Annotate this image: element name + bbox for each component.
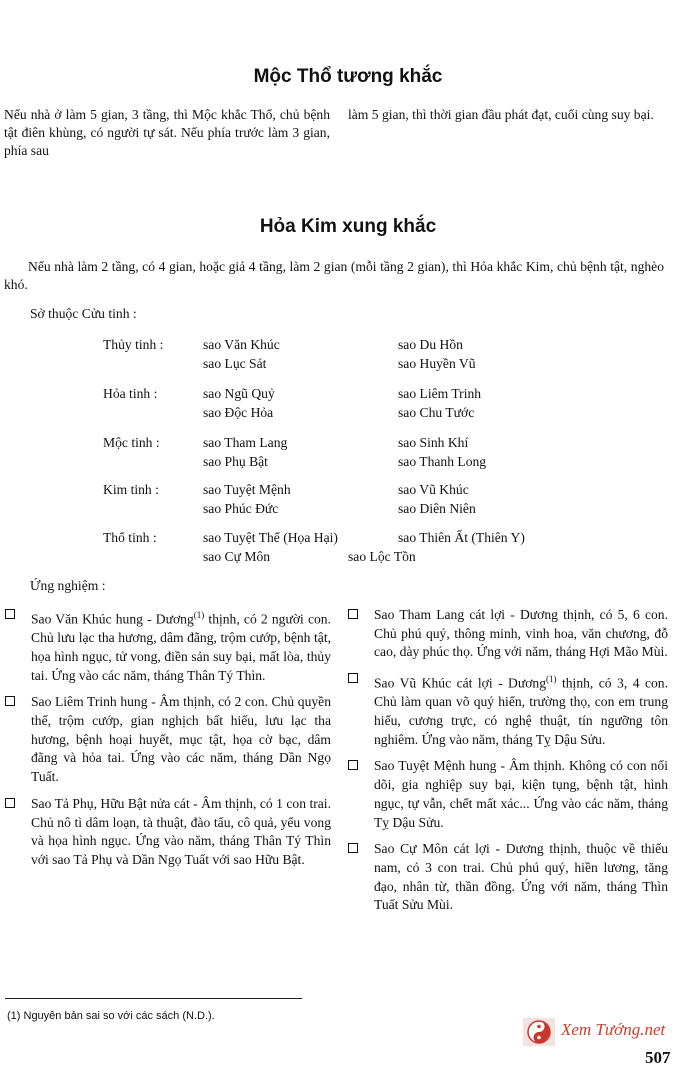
item-text: Sao Tham Lang cát lợi - Dương thịnh, có 5, 6 con. Chủ phú quý, thông minh, vinh hoa, văn chương, đỗ cao, dày phúc thọ. Ứng với năm, tháng Hợi Mão Mùi.	[374, 607, 668, 660]
checkbox-icon	[5, 798, 15, 808]
star-name: sao Phúc Đức	[203, 501, 279, 516]
group-label: Thổ tinh :	[103, 530, 157, 545]
checkbox-icon	[348, 760, 358, 770]
list-item	[346, 757, 668, 832]
item-text: Sao Liêm Trinh hung - Âm thịnh, có 2 con. Chủ quyền thế, trộm cướp, gian nghịch bất hiếu, lưu lạc tha hương, bệnh hoại huyết, mục tật, họa cờ bạc, dâm đãng và hỏa tai. Ứng vào các năm, tháng Dần Ngọ Tuất.	[31, 694, 331, 785]
item-text: Sao Tả Phụ, Hữu Bật nửa cát - Âm thịnh, có 1 con trai. Chủ nô tì dâm loạn, tà thuật, đào tẩu, cô quả, yểu vong và họa hình ngục. Ứng vào năm, tháng Thân Tý Thìn với sao Tả Phụ và Dần Ngọ Tuất với sao Hữu Bật.	[31, 795, 331, 867]
star-name: sao Lục Sát	[203, 356, 267, 371]
list-item	[3, 795, 331, 870]
checkbox-icon	[348, 609, 358, 619]
item-text: Sao Cự Môn cát lợi - Dương thịnh, thuộc về thiếu nam, có 3 con trai. Chủ phú quý, hiền lương, tăng đạo, nhân từ, thần đồng. Ứng với năm, tháng Thìn Tuất Sửu Mùi.	[374, 841, 668, 913]
group-label: Thủy tinh :	[103, 337, 164, 352]
list-item	[3, 606, 331, 685]
star-name: sao Thanh Long	[398, 454, 487, 469]
watermark	[523, 1018, 693, 1046]
checkbox-icon	[348, 673, 358, 683]
group-label: Kim tinh :	[103, 482, 159, 497]
list-item	[346, 670, 668, 749]
page-number: 507	[645, 1048, 671, 1067]
star-name: sao Diên Niên	[398, 501, 476, 516]
footnote: (1) Nguyên bản sai so với các sách (N.D.).	[7, 1010, 215, 1022]
footnote-ref: (1)	[193, 610, 205, 620]
star-name: sao Tham Lang	[203, 435, 288, 450]
section-title-hoa-kim: Hỏa Kim xung khắc	[259, 216, 437, 237]
star-name: sao Độc Hỏa	[203, 405, 274, 420]
list-item	[346, 606, 668, 662]
star-name: sao Tuyệt Mệnh	[203, 482, 291, 497]
left-item-column	[3, 606, 331, 870]
footnote-divider	[5, 998, 302, 999]
star-name: sao Thiên Ất (Thiên Y)	[398, 530, 525, 545]
group-label: Hỏa tinh :	[103, 386, 158, 401]
star-name: sao Tuyệt Thể (Họa Hại)	[203, 530, 338, 545]
watermark-text: Xem Tướng.net	[561, 1020, 666, 1039]
checkbox-icon	[5, 696, 15, 706]
star-name: sao Ngũ Quỷ	[203, 386, 275, 401]
star-name: sao Sinh Khí	[398, 435, 469, 450]
item-text: thịnh, có 2 người con. Chủ lưu lạc tha hương, dâm đãng, trộm cướp, bệnh tật, họa hình ngục, tử vong, điền sản suy bại, mất lòa, thủy tai. Ứng vào các năm, tháng Thân Tý Thìn.	[31, 611, 331, 683]
star-name: sao Cự Môn	[203, 549, 271, 564]
item-text: Sao Tuyệt Mệnh hung - Âm thịnh. Không có con nối dõi, gia nghiệp suy bại, kiện tụng, bệnh tật, hình ngục, tự vẫn, chết mất xác... Ứng vào các năm, tháng Tỵ Dậu Sửu.	[374, 758, 668, 830]
section-title-moc-tho: Mộc Thổ tương khắc	[253, 66, 443, 87]
section1-right-paragraph: làm 5 gian, thì thời gian đầu phát đạt, cuối cùng suy bại.	[348, 107, 654, 122]
section1-left-paragraph: Nếu nhà ở làm 5 gian, 3 tầng, thì Mộc khắc Thổ, chủ bệnh tật điên khùng, có người tự sát. Nếu phía trước làm 3 gian, phía sau	[4, 107, 330, 158]
item-text: thịnh, có 3, 4 con. Chủ làm quan võ quý hiển, trường thọ, con em trung hiếu, cương trực, có nghệ thuật, tín ngưỡng tôn nghiêm. Ứng vào năm, tháng Tỵ Dậu Sửu.	[374, 675, 668, 747]
cuu-tinh-label: Sở thuộc Cửu tinh :	[30, 306, 137, 321]
star-name: sao Vũ Khúc	[398, 482, 469, 497]
star-name: sao Chu Tước	[398, 405, 475, 420]
footnote-ref: (1)	[546, 674, 557, 685]
star-name: sao Liêm Trinh	[398, 386, 482, 401]
list-item	[3, 693, 331, 787]
star-name: sao Văn Khúc	[203, 337, 280, 352]
star-name: sao Phụ Bật	[203, 454, 268, 469]
star-name: sao Huyền Vũ	[398, 356, 476, 371]
right-item-column	[346, 606, 668, 915]
item-text: Sao Văn Khúc hung - Dương	[31, 611, 194, 627]
checkbox-icon	[348, 843, 358, 853]
list-item	[346, 840, 668, 915]
group-label: Mộc tinh :	[103, 435, 160, 450]
star-name: sao Lộc Tồn	[348, 549, 416, 564]
star-name: sao Du Hồn	[398, 337, 463, 352]
checkbox-icon	[5, 609, 15, 619]
section2-intro-paragraph: Nếu nhà làm 2 tầng, có 4 gian, hoặc giả 4 tầng, làm 2 gian (mỗi tầng 2 gian), thì Hỏa khắc Kim, chủ bệnh tật, nghèo khó.	[4, 259, 664, 292]
item-text: Sao Vũ Khúc cát lợi - Dương	[374, 675, 547, 691]
yin-yang-icon	[523, 1018, 555, 1046]
ung-nghiem-label: Ứng nghiệm :	[30, 578, 106, 593]
